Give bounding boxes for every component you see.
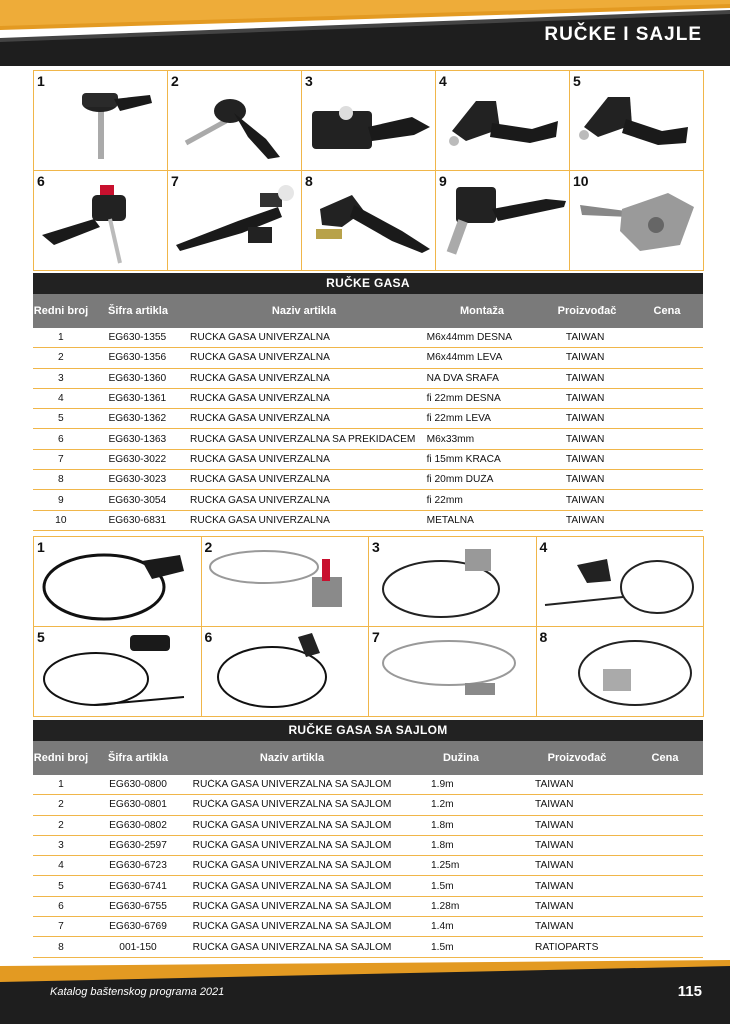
cell-no: 6 <box>58 900 64 912</box>
cell-mount: M6x44mm DESNA <box>426 332 513 344</box>
cell-no: 7 <box>58 921 64 933</box>
table-row <box>33 409 703 429</box>
cell-code: EG630-3022 <box>108 453 167 465</box>
throttle-cables-table <box>33 720 703 958</box>
product-photo-1 <box>34 71 168 171</box>
table-row <box>33 450 703 470</box>
table-row <box>33 511 703 531</box>
cell-no: 3 <box>57 372 64 384</box>
photo-number: 6 <box>204 629 213 645</box>
header-name: Naziv artikla <box>271 304 337 317</box>
cell-name: RUČKA GASA UNIVERZALNA SA SAJLOM <box>192 819 392 831</box>
product-photo-3 <box>302 71 436 171</box>
cell-no: 3 <box>58 840 64 852</box>
cell-name: RUČKA GASA UNIVERZALNA <box>190 514 330 526</box>
photo-number: 7 <box>372 629 380 645</box>
photo-number: 1 <box>37 73 45 89</box>
table-header <box>33 294 703 328</box>
throttle-cables-photo-grid <box>33 536 704 717</box>
cell-mount: METALNA <box>426 514 474 526</box>
cell-no: 1 <box>58 779 64 791</box>
photo-number: 3 <box>305 73 313 89</box>
cell-code: EG630-3054 <box>108 494 167 506</box>
cell-maker: TAIWAN <box>565 393 605 405</box>
photo-number: 3 <box>372 539 380 555</box>
cell-length: 1.5m <box>431 941 454 953</box>
catalog-name: Katalog baštenskog programa 2021 <box>50 986 225 998</box>
cell-name: RUČKA GASA UNIVERZALNA <box>190 453 330 465</box>
header-length: Dužina <box>442 751 480 764</box>
photo-number: 1 <box>37 539 45 555</box>
photo-number: 4 <box>539 539 548 555</box>
cell-no: 5 <box>57 413 64 425</box>
cable-photo-5 <box>34 627 202 717</box>
cell-name: RUČKA GASA UNIVERZALNA <box>190 352 330 364</box>
header-code: Šifra artikla <box>108 304 168 317</box>
table-row <box>33 490 703 510</box>
cell-length: 1.9m <box>431 779 454 791</box>
cable-photo-2 <box>202 537 370 627</box>
header-mount: Montaža <box>460 304 504 317</box>
cell-name: RUČKA GASA UNIVERZALNA SA SAJLOM <box>192 799 392 811</box>
cell-name: RUČKA GASA UNIVERZALNA <box>190 393 330 405</box>
page-footer <box>0 958 730 1024</box>
cell-no: 4 <box>58 860 64 872</box>
cell-maker: TAIWAN <box>565 474 605 486</box>
cell-mount: fi 22mm DESNA <box>426 393 501 405</box>
cell-maker: TAIWAN <box>565 453 605 465</box>
cell-length: 1.28m <box>431 900 460 912</box>
table-title: RUČKE GASA <box>33 273 703 294</box>
header-no: Redni broj <box>33 751 89 764</box>
product-photo-2 <box>168 71 302 171</box>
cell-no: 5 <box>58 880 64 892</box>
cell-no: 6 <box>57 433 64 445</box>
cell-code: 001-150 <box>119 941 157 953</box>
cell-no: 1 <box>57 332 64 344</box>
cell-no: 10 <box>55 514 67 526</box>
table-title: RUČKE GASA SA SAJLOM <box>33 720 703 741</box>
cell-no: 9 <box>57 494 64 506</box>
cell-code: EG630-1363 <box>108 433 167 445</box>
cell-maker: TAIWAN <box>535 819 574 831</box>
cell-maker: TAIWAN <box>565 494 605 506</box>
cell-length: 1.25m <box>431 860 460 872</box>
cell-maker: TAIWAN <box>535 779 574 791</box>
photo-number: 6 <box>37 173 45 189</box>
cell-length: 1.4m <box>431 921 454 933</box>
product-photo-4 <box>436 71 570 171</box>
header-name: Naziv artikla <box>259 751 325 764</box>
photo-number: 4 <box>439 73 447 89</box>
table-row <box>33 937 703 957</box>
photo-number: 5 <box>573 73 581 89</box>
table-row <box>33 795 703 815</box>
cell-code: EG630-1356 <box>108 352 167 364</box>
cell-mount: NA DVA ŠRAFA <box>426 372 499 384</box>
photo-number: 5 <box>37 629 45 645</box>
cell-name: RUČKA GASA UNIVERZALNA SA SAJLOM <box>192 880 392 892</box>
cell-name: RUČKA GASA UNIVERZALNA SA SAJLOM <box>192 779 392 791</box>
cell-maker: TAIWAN <box>535 900 574 912</box>
cell-code: EG630-6755 <box>109 900 167 912</box>
cell-name: RUČKA GASA UNIVERZALNA <box>190 372 330 384</box>
cell-no: 8 <box>58 941 64 953</box>
cell-code: EG630-0802 <box>109 819 167 831</box>
cell-mount: M6x44mm LEVA <box>426 352 503 364</box>
cell-code: EG630-0801 <box>109 799 167 811</box>
cell-no: 2 <box>57 352 64 364</box>
cell-length: 1.8m <box>431 840 454 852</box>
header-price: Cena <box>653 304 681 317</box>
cell-maker: TAIWAN <box>535 799 574 811</box>
cell-maker: TAIWAN <box>535 921 574 933</box>
cell-mount: fi 15mm KRAĆA <box>426 453 501 465</box>
photo-number: 2 <box>204 539 213 555</box>
table-row <box>33 876 703 896</box>
cell-no: 4 <box>57 393 64 405</box>
cell-no: 7 <box>57 453 64 465</box>
page-title: RUČKE I SAJLE <box>544 24 702 45</box>
table-row <box>33 816 703 836</box>
cell-code: EG630-6723 <box>109 860 167 872</box>
cell-maker: TAIWAN <box>565 332 605 344</box>
cell-mount: fi 20mm DUŽA <box>426 474 494 486</box>
header-code: Šifra artikla <box>108 751 168 764</box>
cell-code: EG630-1355 <box>108 332 167 344</box>
cell-maker: TAIWAN <box>565 433 605 445</box>
cell-length: 1.2m <box>431 799 454 811</box>
cell-no: 8 <box>57 474 64 486</box>
cell-name: RUČKA GASA UNIVERZALNA <box>190 494 330 506</box>
cell-name: RUČKA GASA UNIVERZALNA <box>190 332 330 344</box>
header-no: Redni broj <box>33 304 89 317</box>
header-price: Cena <box>651 751 679 764</box>
cable-photo-1 <box>34 537 202 627</box>
cell-code: EG630-1361 <box>108 393 167 405</box>
table-row <box>33 917 703 937</box>
cell-name: RUČKA GASA UNIVERZALNA <box>190 474 330 486</box>
cell-mount: fi 22mm <box>426 494 463 506</box>
cell-code: EG630-2597 <box>109 840 167 852</box>
cell-maker: TAIWAN <box>535 840 574 852</box>
cell-maker: TAIWAN <box>565 372 605 384</box>
cell-maker: TAIWAN <box>565 514 605 526</box>
table-row <box>33 348 703 368</box>
cell-name: RUČKA GASA UNIVERZALNA SA PREKIDAČEM <box>190 433 416 445</box>
page-header <box>0 0 730 66</box>
cable-photo-3 <box>369 537 537 627</box>
table-row <box>33 836 703 856</box>
cell-name: RUČKA GASA UNIVERZALNA <box>190 413 330 425</box>
cell-code: EG630-1360 <box>108 372 167 384</box>
cable-photo-7 <box>369 627 537 717</box>
table-row <box>33 429 703 449</box>
cell-code: EG630-6741 <box>109 880 167 892</box>
table-row <box>33 775 703 795</box>
table-row <box>33 389 703 409</box>
cell-name: RUČKA GASA UNIVERZALNA SA SAJLOM <box>192 921 392 933</box>
cell-no: 2 <box>58 819 64 831</box>
photo-number: 8 <box>539 629 548 645</box>
cell-code: EG630-3023 <box>108 474 167 486</box>
cell-code: EG630-1362 <box>108 413 167 425</box>
cell-maker: RATIOPARTS <box>535 941 599 953</box>
cell-maker: TAIWAN <box>565 352 605 364</box>
cell-code: EG630-6831 <box>108 514 167 526</box>
cable-photo-6 <box>202 627 370 717</box>
cell-maker: TAIWAN <box>565 413 605 425</box>
table-header <box>33 741 703 775</box>
product-photo-7 <box>168 171 302 271</box>
table-row <box>33 470 703 490</box>
cell-maker: TAIWAN <box>535 880 574 892</box>
table-row <box>33 369 703 389</box>
product-photo-5 <box>570 71 704 171</box>
header-maker: Proizvođač <box>547 751 607 764</box>
photo-number: 7 <box>171 173 179 189</box>
product-photo-9 <box>436 171 570 271</box>
cell-length: 1.8m <box>431 819 454 831</box>
table-row <box>33 897 703 917</box>
table-row <box>33 328 703 348</box>
cell-name: RUČKA GASA UNIVERZALNA SA SAJLOM <box>192 941 392 953</box>
photo-number: 2 <box>171 73 179 89</box>
cable-photo-8 <box>537 627 705 717</box>
product-photo-8 <box>302 171 436 271</box>
cell-name: RUČKA GASA UNIVERZALNA SA SAJLOM <box>192 900 392 912</box>
cell-no: 2 <box>58 799 64 811</box>
photo-number: 10 <box>573 173 589 189</box>
cell-length: 1.5m <box>431 880 454 892</box>
table-row <box>33 856 703 876</box>
product-photo-6 <box>34 171 168 271</box>
photo-number: 8 <box>305 173 313 189</box>
cell-mount: M6x33mm <box>426 433 475 445</box>
cell-code: EG630-6769 <box>109 921 167 933</box>
header-maker: Proizvođač <box>557 304 617 317</box>
cell-name: RUČKA GASA UNIVERZALNA SA SAJLOM <box>192 840 392 852</box>
cable-photo-4 <box>537 537 705 627</box>
cell-mount: fi 22mm LEVA <box>426 413 491 425</box>
throttle-handles-table <box>33 273 703 531</box>
cell-code: EG630-0800 <box>109 779 167 791</box>
cell-name: RUČKA GASA UNIVERZALNA SA SAJLOM <box>192 860 392 872</box>
page-number: 115 <box>677 983 702 1000</box>
cell-maker: TAIWAN <box>535 860 574 872</box>
photo-number: 9 <box>439 173 447 189</box>
product-photo-10 <box>570 171 704 271</box>
throttle-handles-photo-grid <box>33 70 704 271</box>
